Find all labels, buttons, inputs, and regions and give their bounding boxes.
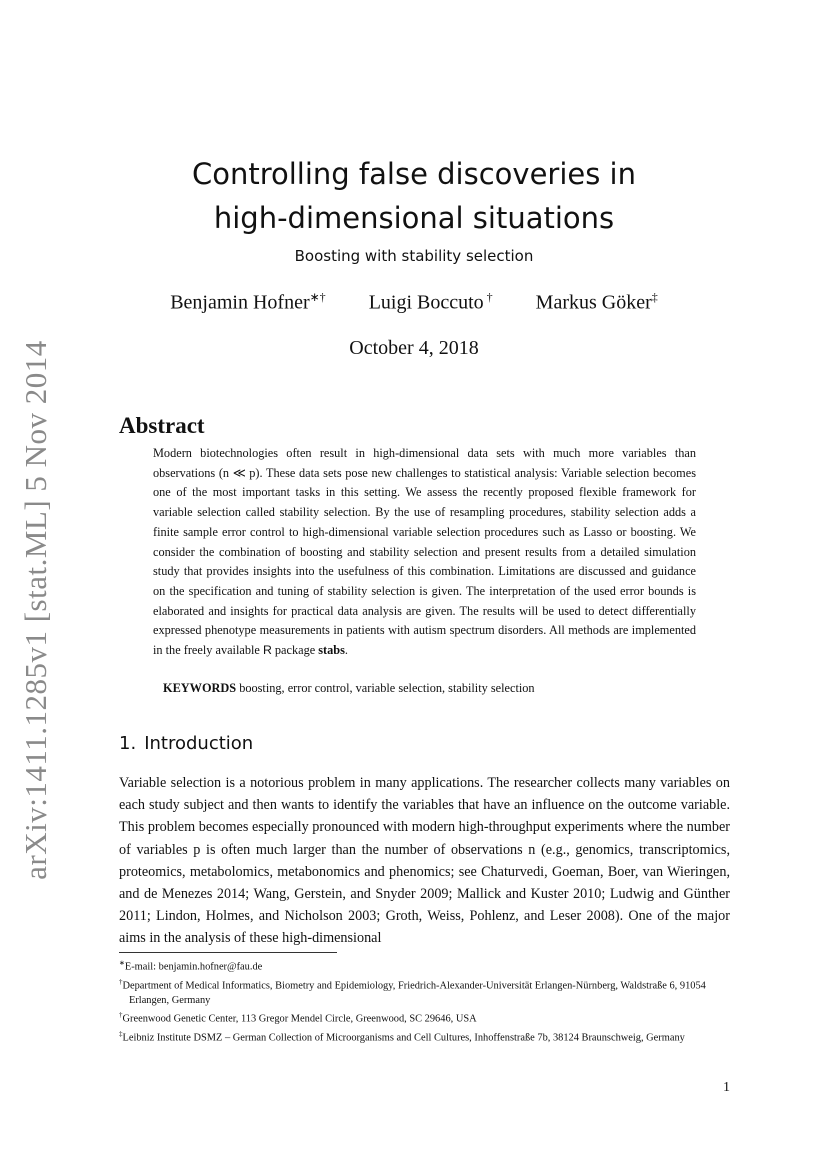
abstract-body	[153, 444, 696, 661]
paper-title-line-1: Controlling false discoveries in	[191, 157, 636, 191]
paper-subtitle: Boosting with stability selection	[294, 247, 534, 265]
footnote-mark: †	[119, 1011, 123, 1020]
page-number: 1	[723, 1080, 730, 1095]
author-name: Benjamin Hofner	[170, 291, 310, 314]
footnote-separator	[119, 952, 337, 953]
footnote-mark: ‡	[119, 1030, 123, 1039]
r-language-name: R	[262, 643, 272, 658]
introduction-body	[119, 772, 730, 950]
author	[369, 290, 493, 315]
footnote-text: Department of Medical Informatics, Biometry and Epidemiology, Friedrich-Alexander-Universität Erlangen-Nürnberg, Waldstraße 6, 91054 Erlangen, Germany	[122, 980, 706, 1006]
footnote-text: Leibniz Institute DSMZ – German Collection of Microorganisms and Cell Cultures, Inhoffenstraße 7b, 38124 Braunschweig, Germany	[122, 1032, 685, 1044]
abstract-text-end: .	[344, 643, 348, 658]
author-name: Markus Göker	[535, 291, 652, 314]
package-name: stabs	[318, 643, 345, 658]
section-title: Introduction	[144, 733, 254, 754]
author	[536, 290, 658, 315]
abstract-paragraph	[153, 444, 696, 661]
arxiv-identifier-stamp	[14, 340, 58, 880]
introduction-paragraph: Variable selection is a notorious problem in many applications. The researcher collects many variables on each study subject and then wants to identify the variables that have an influence on the outcome variable. This problem becomes especially pronounced with modern high-throughput experiments where the number of variables p is often much larger than the number of observations n (e.g., genomics, transcriptomics, proteomics, metabolomics, metabonomics and phenomics; see Chaturvedi, Goeman, Boer, van Wieringen, and de Menezes 2014; Wang, Gerstein, and Snyder 2009; Mallick and Kuster 2010; Ludwig and Günther 2011; Lindon, Holmes, and Nicholson 2003; Groth, Weiss, Pohlenz, and Leser 2008). One of the major aims in the analysis of these high-dimensional	[119, 775, 730, 947]
author	[170, 290, 325, 315]
footnote-text: Greenwood Genetic Center, 113 Gregor Mendel Circle, Greenwood, SC 29646, USA	[122, 1013, 477, 1025]
abstract-heading: Abstract	[119, 413, 205, 438]
author-list	[0, 290, 828, 315]
abstract-text: Modern biotechnologies often result in high-dimensional data sets with much more variables than observations (n ≪ p). These data sets pose new challenges to statistical analysis: Variable selection becomes one of the most important tasks in this setting. We assess the recently proposed flexible framework for variable selection called stability selection. By the use of resampling procedures, stability selection adds a finite sample error control to high-dimensional variable selection procedures such as Lasso or boosting. We consider the combination of boosting and stability selection and present results from a detailed simulation study that provides insights into the usefulness of this combination. Limitations are discussed and guidance on the specification and tuning of stability selection is given. The interpretation of the used error bounds is elaborated and insights for practical data analysis are given. The results will be used to detect differentially expressed phenotype measurements in patients with autism spectrum disorders. All methods are implemented in the freely available	[153, 446, 696, 658]
keywords-label: KEYWORDS	[163, 681, 237, 695]
author-name: Luigi Boccuto	[368, 291, 484, 314]
publication-date: October 4, 2018	[349, 337, 479, 359]
footnote-list	[119, 956, 730, 1046]
section-heading-introduction	[119, 733, 253, 754]
footnote-mark: ∗	[119, 959, 125, 967]
footnote	[119, 956, 730, 975]
footnote	[119, 1008, 730, 1027]
arxiv-identifier-text: arXiv:1411.1285v1 [stat.ML] 5 Nov 2014	[18, 340, 53, 880]
author-affiliation-marks: †	[483, 290, 493, 304]
footnote	[119, 1027, 730, 1046]
keywords-list: boosting, error control, variable selection, stability selection	[239, 681, 535, 695]
author-affiliation-marks: ∗†	[309, 290, 326, 304]
author-affiliation-marks: ‡	[651, 290, 658, 304]
paper-title-line-2: high-dimensional situations	[213, 201, 615, 235]
keywords-line	[163, 681, 713, 696]
footnote-text: E-mail: benjamin.hofner@fau.de	[124, 961, 263, 973]
footnote	[119, 975, 730, 1008]
footnote-mark: †	[119, 977, 123, 986]
section-number: 1.	[119, 733, 137, 754]
abstract-text-package-word: package	[274, 643, 316, 658]
